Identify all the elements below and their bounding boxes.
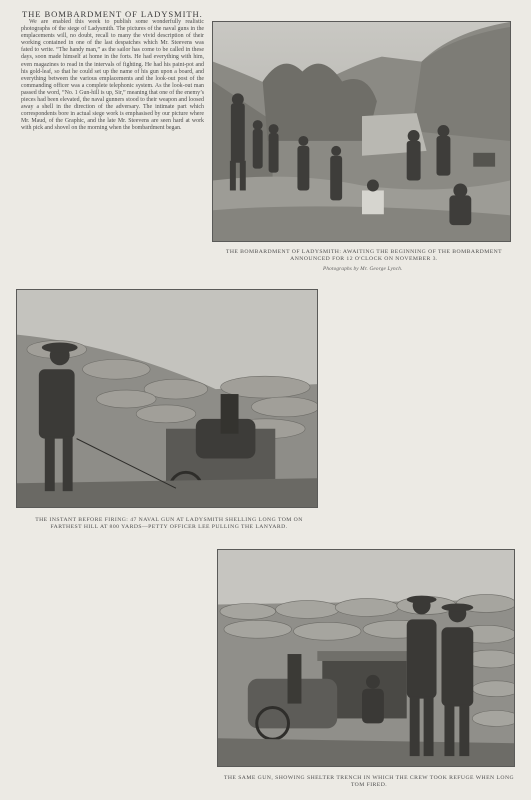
photo-shelter-trench (217, 549, 515, 767)
photo-shelter-trench-caption: THE SAME GUN, SHOWING SHELTER TRENCH IN WHICH THE CREW TOOK REFUGE WHEN LONG TOM FIRED. (223, 775, 515, 789)
article-body: We are enabled this week to publish some wonderfully realistic photographs of the siege of Ladysmith. The pictures of the naval guns in the emplacements will, no doubt, recall to many the vivid description of their working contained in one of the last despatches which Mr. Steevens was fated to write. “The handy man,” as the sailor has come to be called in these days, soon made himself at home in the forts. He had everything with him, even magazines to read in the intervals of fighting. He had his paint-pot and his gold-leaf, so that he could set up the name of his gun upon a board, and everything between the various emplacements and the look-out post of the commanding officer was a complete telephonic system. As the look-out man passed the word, “No. 1 Gun-hill is up, Sir,” meaning that one of the enemy’s pieces had been elevated, the naval gunners stood to their weapon and loosed away a shell in the direction of the adversary. The intimate part which correspondents bore in actual siege work is emphasised by our picture where Mr. Maud, of the Graphic, and the late Mr. Steevens are seen hard at work with pick and shovel on the morning when the bombardment began. (21, 19, 204, 132)
photo-instant-before-firing-image (17, 290, 317, 507)
photo-awaiting-bombardment (212, 21, 511, 242)
photo-instant-before-firing (16, 289, 318, 508)
photo-awaiting-bombardment-caption: THE BOMBARDMENT OF LADYSMITH: AWAITING THE BEGINNING OF THE BOMBARDMENT ANNOUNCED FOR 12 O'CLOCK ON NOVEMBER 3. (225, 249, 503, 263)
photo-instant-before-firing-caption: THE INSTANT BEFORE FIRING: 47 NAVAL GUN AT LADYSMITH SHELLING LONG TOM ON FARTHEST HILL AT 800 YARDS—PETTY OFFICER LEE PULLING THE LANYARD. (35, 517, 303, 531)
photo-awaiting-bombardment-image (213, 22, 510, 241)
photo-credit: Photographs by Mr. George Lynch. (323, 266, 403, 272)
photo-shelter-trench-image (218, 550, 514, 766)
article-title: THE BOMBARDMENT OF LADYSMITH. (22, 9, 203, 19)
